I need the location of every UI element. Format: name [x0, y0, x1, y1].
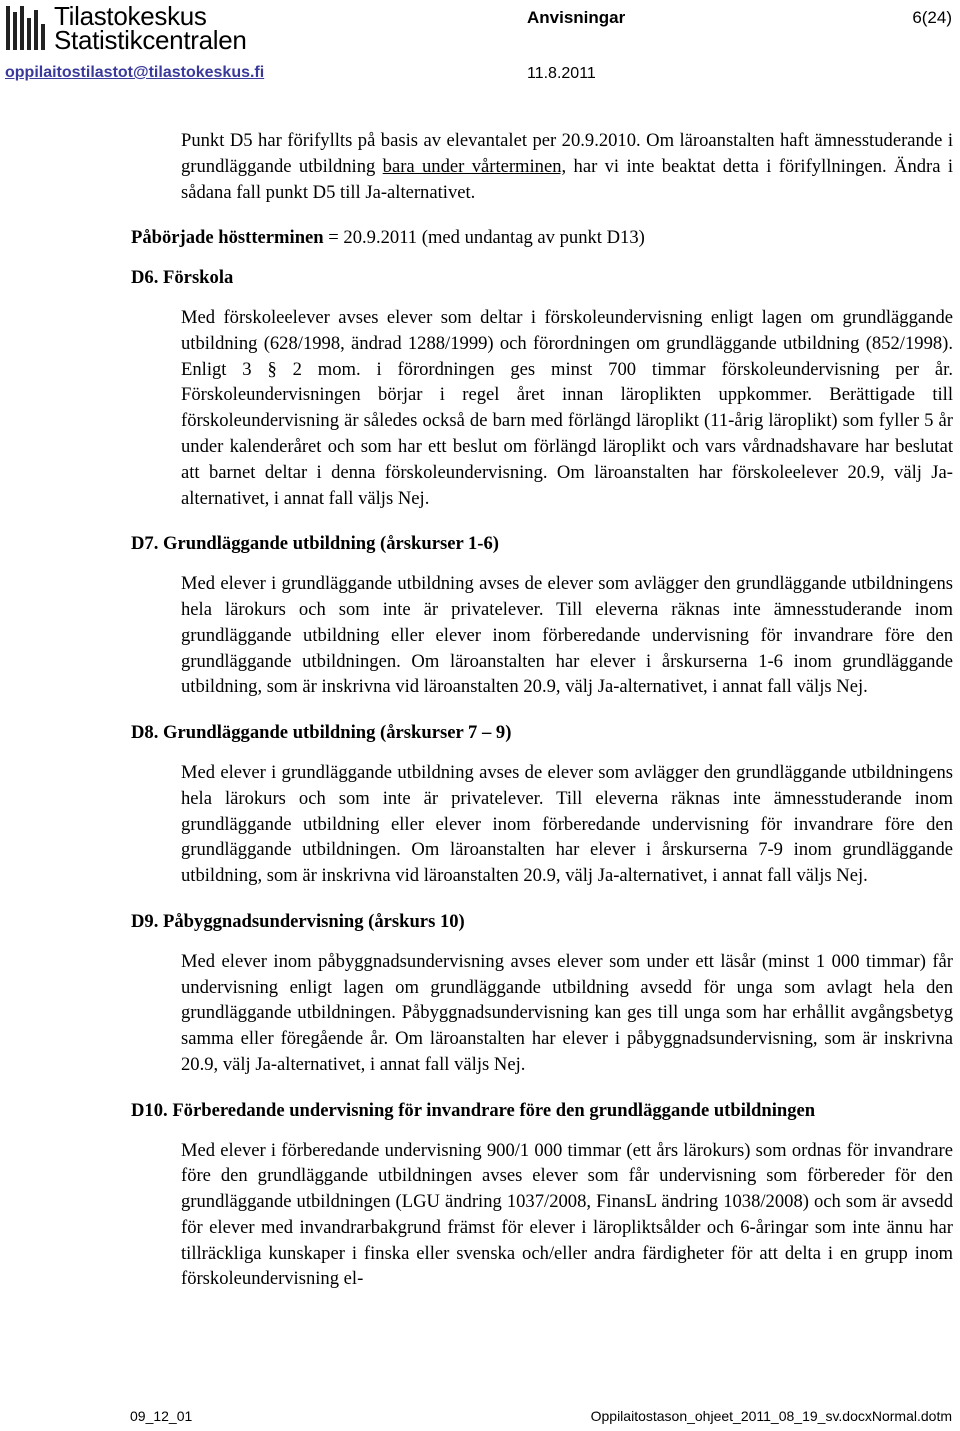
statistics-finland-logo-icon: [4, 4, 46, 54]
section-code: D9.: [131, 910, 159, 932]
section-heading-d7: [131, 531, 960, 557]
logo-line-1: Tilastokeskus: [54, 1, 207, 31]
section-text-d9: Med elever inom påbyggnadsundervisning avses elever som under ett läsår (minst 1 000 timmar) får undervisning enligt lagen om grundläggande utbildning avsedd för unga som avlagt hela den grundläggande utbildningen. Påbyggnadsundervisning kan ges till unga som har erhållit avgångsbetyg samma eller föregående år. Om läroanstalten har elever i påbyggnadsundervisning, som är inskrivna 20.9, välj Ja-alternativet, i annat fall väljs Nej.: [181, 950, 953, 1075]
contact-email-link[interactable]: oppilaitostilastot@tilastokeskus.fi: [5, 64, 265, 81]
section-heading-d10: [131, 1098, 960, 1124]
section-code: D7.: [131, 533, 159, 555]
document-date: 11.8.2011: [527, 65, 596, 82]
logo-line-2: Statistikcentralen: [54, 25, 247, 55]
section-heading-d6: [131, 265, 960, 291]
section-code: D6.: [131, 267, 159, 289]
page-number: 6(24): [912, 8, 952, 27]
started-term-line: [131, 225, 960, 251]
intro-underlined: bara under vårterminen,: [382, 155, 567, 177]
intro-paragraph: [181, 128, 953, 205]
started-term-rest: = 20.9.2011 (med undantag av punkt D13): [323, 227, 645, 249]
organization-logo: [4, 1, 247, 55]
document-body: [0, 128, 960, 1292]
section-title: Grundläggande utbildning (årskurser 1-6): [163, 533, 499, 555]
section-heading-d8: [131, 720, 960, 746]
section-text-d10: Med elever i förberedande undervisning 900/1 000 timmar (ett års lärokurs) som ordnas för invandrare före den grundläggande utbildningen avses elever som får undervisning som förbereder för den grundläggande utbildningen (LGU ändring 1037/2008, FinansL ändring 1038/2008) och som är avsedd för elever med invandrarbakgrund främst för elever i läropliktsålder och 6-åringar som inte ännu har tillräckliga kunskaper i finska eller svenska och/eller andra färdigheter för att delta i en grupp inom förskoleundervisning el-: [181, 1139, 953, 1290]
section-heading-d9: [131, 909, 960, 935]
started-term-bold: Påbörjade höstterminen: [131, 227, 324, 249]
section-text-d8: Med elever i grundläggande utbildning avses de elever som avlägger den grundläggande utbildningens hela lärokurs och som inte är privatelever. Till eleverna räknas inte ämnesstuderande inom grundläggande utbildning eller elever inom förberedande undervisning för invandrare före den grundläggande utbildningen. Om läroanstalten har elever i årskurserna 7-9 inom grundläggande utbildning, som är inskrivna vid läroanstalten 20.9, välj Ja-alternativet, i annat fall väljs Nej.: [181, 761, 953, 887]
page-header: [0, 0, 960, 90]
section-title: Grundläggande utbildning (årskurser 7 – 9): [163, 722, 512, 744]
section-title: Förberedande undervisning för invandrare före den grundläggande utbildningen: [172, 1099, 816, 1121]
footer-code: 09_12_01: [130, 1408, 193, 1424]
section-code: D8.: [131, 722, 159, 744]
section-title: Påbyggnadsundervisning (årskurs 10): [163, 910, 465, 932]
footer-filename: Oppilaitostason_ohjeet_2011_08_19_sv.docxNormal.dotm: [590, 1408, 952, 1424]
section-text-d7: Med elever i grundläggande utbildning avses de elever som avlägger den grundläggande utbildningens hela lärokurs och som inte är privatelever. Till eleverna räknas inte ämnesstuderande inom grundläggande utbildning eller elever inom förberedande undervisning för invandrare före den grundläggande utbildningen. Om läroanstalten har elever i årskurserna 1-6 inom grundläggande utbildning, som är inskrivna vid läroanstalten 20.9, välj Ja-alternativet, i annat fall väljs Nej.: [181, 573, 953, 698]
section-code: D10.: [131, 1099, 168, 1121]
section-text-d6: Med förskoleelever avses elever som deltar i förskoleundervisning enligt lagen om grundläggande utbildning (628/1998, ändrad 1288/1999) och förordningen om grundläggande utbildning (852/1998). Enligt 3 § 2 mom. i förordningen ges minst 700 timmar förskoleundervisning per år. Förskoleundervisningen börjar i regel året innan läroplikten uppkommer. Berättigade till förskoleundervisning är således också de barn med förlängd läroplikt (11-årig läroplikt) som fyller 5 år under kalenderåret och som har ett beslut om förlängd läroplikt och vars vårdnadshavare har beslutat att barnet deltar i denna förskoleundervisning. Om läroanstalten har förskoleelever 20.9, välj Ja-alternativet, i annat fall väljs Nej.: [181, 306, 953, 509]
intro-text-2: har vi inte beaktat detta i förifyllningen. Ändra i sådana fall punkt D5 till Ja-alternativet.: [181, 155, 954, 203]
document-type: Anvisningar: [527, 8, 626, 27]
intro-text-1: Punkt D5 har förifyllts på basis av elevantalet per 20.9.2010. Om läroanstalten haft ämnesstuderande i grundläggande utbildning: [181, 130, 953, 177]
section-title: Förskola: [163, 267, 234, 289]
